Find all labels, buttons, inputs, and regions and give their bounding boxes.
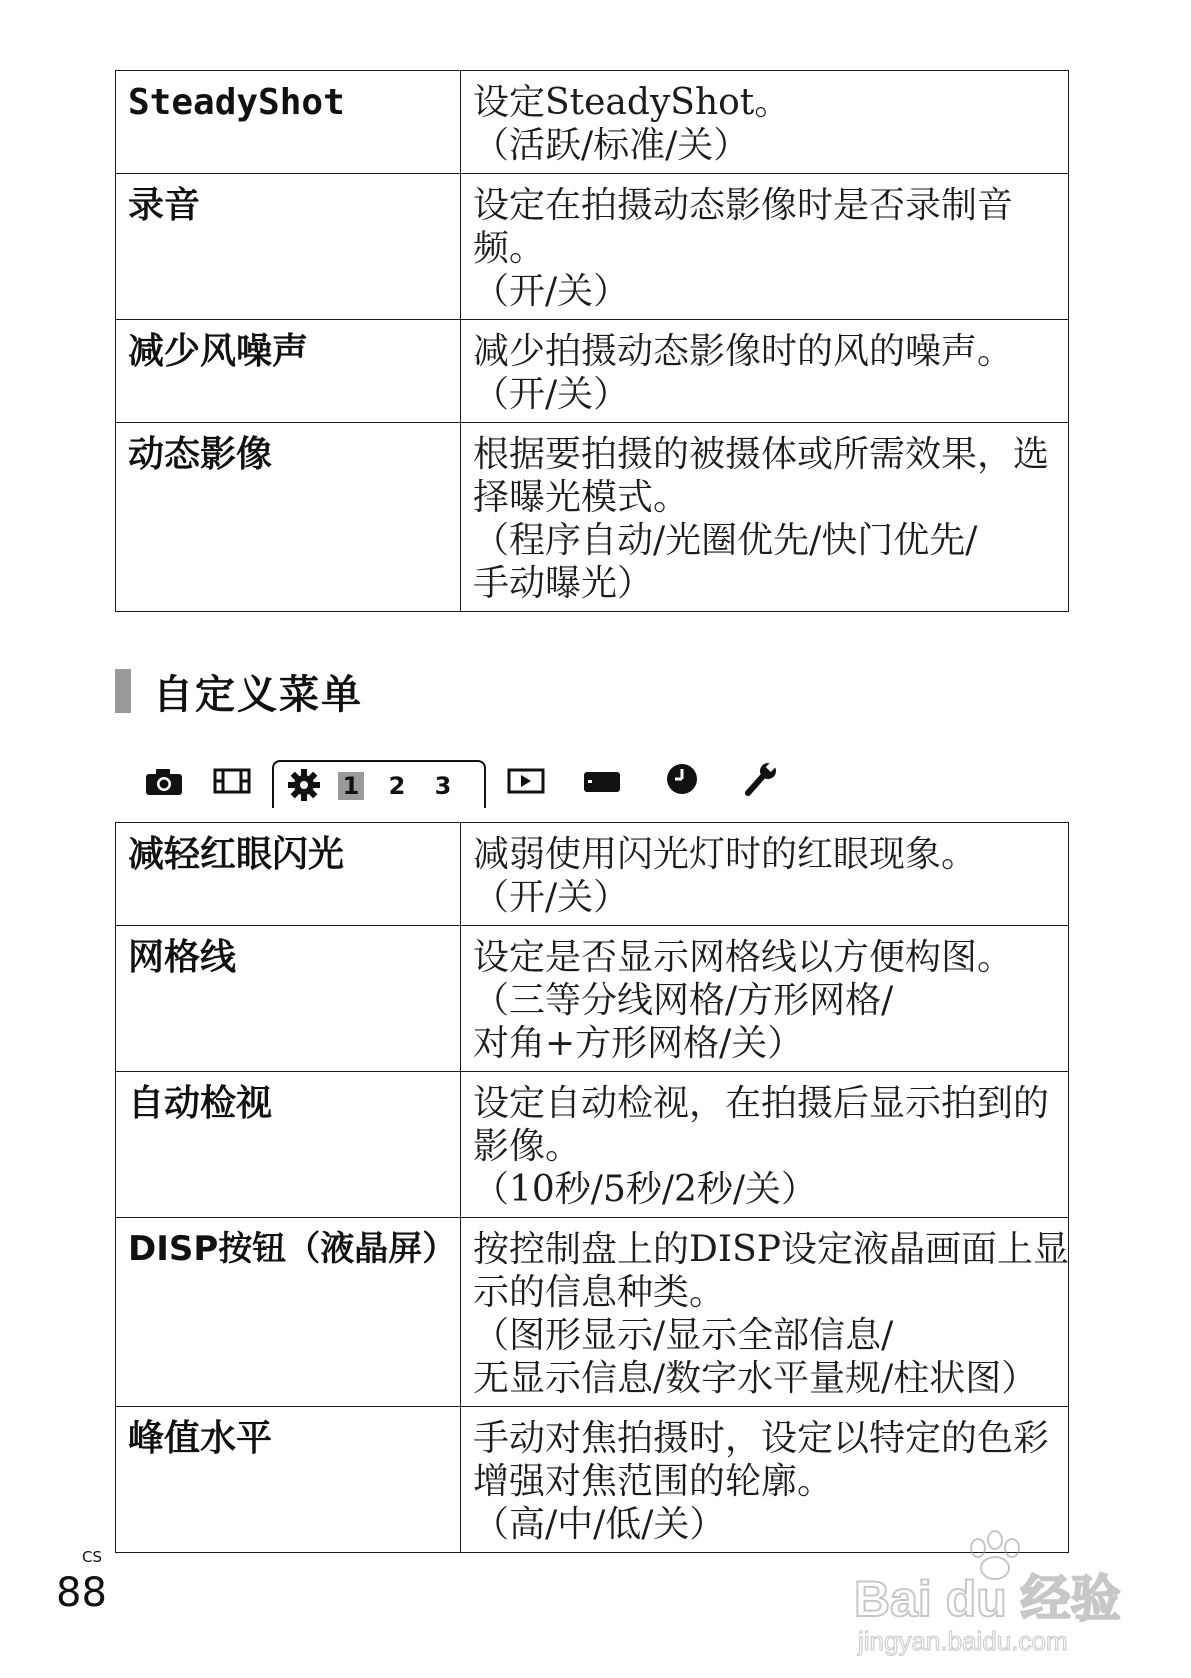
section-heading	[115, 666, 363, 716]
setting-term: SteadyShot	[116, 71, 461, 174]
description-line: 影像。	[473, 1126, 582, 1167]
table-row	[116, 1072, 1069, 1218]
setting-description	[461, 1218, 1069, 1407]
table-row	[116, 926, 1069, 1072]
description-line: （三等分线网格/方形网格/	[473, 980, 894, 1021]
page-language-code: CS	[82, 1548, 102, 1566]
tab-page-2[interactable]: 2	[388, 772, 406, 800]
description-line: 设定是否显示网格线以方便构图。	[473, 937, 1014, 978]
description-line: 无显示信息/数字水平量规/柱状图）	[473, 1358, 1038, 1399]
description-line: （程序自动/光圈优先/快门优先/	[473, 520, 978, 561]
baidu-jingyan-watermark	[850, 1520, 1150, 1660]
description-line: 设定自动检视，在拍摄后显示拍到的	[473, 1083, 1050, 1124]
setting-term: DISP按钮（液晶屏）	[116, 1218, 461, 1407]
tab-page-3[interactable]: 3	[434, 772, 452, 800]
menu-tab-bar	[140, 758, 800, 806]
setting-term: 录音	[116, 174, 461, 320]
setting-term: 减少风噪声	[116, 320, 461, 423]
description-line: 对角+方形网格/关）	[473, 1023, 804, 1064]
setting-term: 减轻红眼闪光	[116, 823, 461, 926]
clock-icon[interactable]	[662, 762, 702, 796]
description-line: 减弱使用闪光灯时的红眼现象。	[473, 834, 978, 875]
description-line: 增强对焦范围的轮廓。	[473, 1461, 834, 1502]
description-line: （10秒/5秒/2秒/关）	[473, 1169, 818, 1210]
setting-term: 自动检视	[116, 1072, 461, 1218]
camera-icon	[144, 766, 184, 796]
setting-description	[461, 926, 1069, 1072]
description-line: 手动对焦拍摄时，设定以特定的色彩	[473, 1418, 1050, 1459]
description-line: 按控制盘上的DISP设定液晶画面上显	[473, 1229, 1069, 1270]
wrench-icon[interactable]	[740, 761, 780, 797]
description-line: 减少拍摄动态影像时的风的噪声。	[473, 331, 1014, 372]
gear-icon	[286, 767, 322, 803]
card-icon[interactable]	[582, 766, 622, 796]
table-row	[116, 423, 1069, 612]
description-line: （开/关）	[473, 374, 630, 415]
heading-bar	[115, 669, 131, 713]
custom-menu-tab-group[interactable]	[272, 760, 486, 808]
description-line: （图形显示/显示全部信息/	[473, 1315, 894, 1356]
table-row	[116, 1218, 1069, 1407]
table-row	[116, 823, 1069, 926]
setting-description	[461, 71, 1069, 174]
setting-description	[461, 174, 1069, 320]
playback-icon[interactable]	[506, 766, 546, 796]
tab-page-1[interactable]: 1	[338, 772, 364, 800]
table-row	[116, 320, 1069, 423]
movie-icon	[212, 766, 252, 796]
description-line: （高/中/低/关）	[473, 1504, 726, 1545]
setting-term: 峰值水平	[116, 1407, 461, 1553]
description-line: 频。	[473, 228, 546, 269]
table-row	[116, 174, 1069, 320]
setting-description	[461, 1072, 1069, 1218]
setting-term: 网格线	[116, 926, 461, 1072]
description-line: 设定SteadyShot。	[473, 82, 791, 123]
description-line: （开/关）	[473, 877, 630, 918]
settings-table-top	[115, 70, 1069, 612]
description-line: 择曝光模式。	[473, 477, 690, 518]
page-number: 88	[56, 1570, 107, 1616]
setting-description	[461, 423, 1069, 612]
table-row	[116, 71, 1069, 174]
setting-term: 动态影像	[116, 423, 461, 612]
description-line: （开/关）	[473, 271, 630, 312]
setting-description	[461, 320, 1069, 423]
settings-table-bottom	[115, 822, 1069, 1553]
description-line: 根据要拍摄的被摄体或所需效果，选	[473, 434, 1050, 475]
watermark-url: jingyan.baidu.com	[858, 1626, 1068, 1656]
setting-description	[461, 823, 1069, 926]
description-line: 示的信息种类。	[473, 1272, 726, 1313]
watermark-brand: Bai du 经验	[854, 1571, 1121, 1627]
section-title: 自定义菜单	[153, 671, 363, 718]
description-line: 设定在拍摄动态影像时是否录制音	[473, 185, 1014, 226]
description-line: （活跃/标准/关）	[473, 125, 750, 166]
description-line: 手动曝光）	[473, 563, 654, 604]
